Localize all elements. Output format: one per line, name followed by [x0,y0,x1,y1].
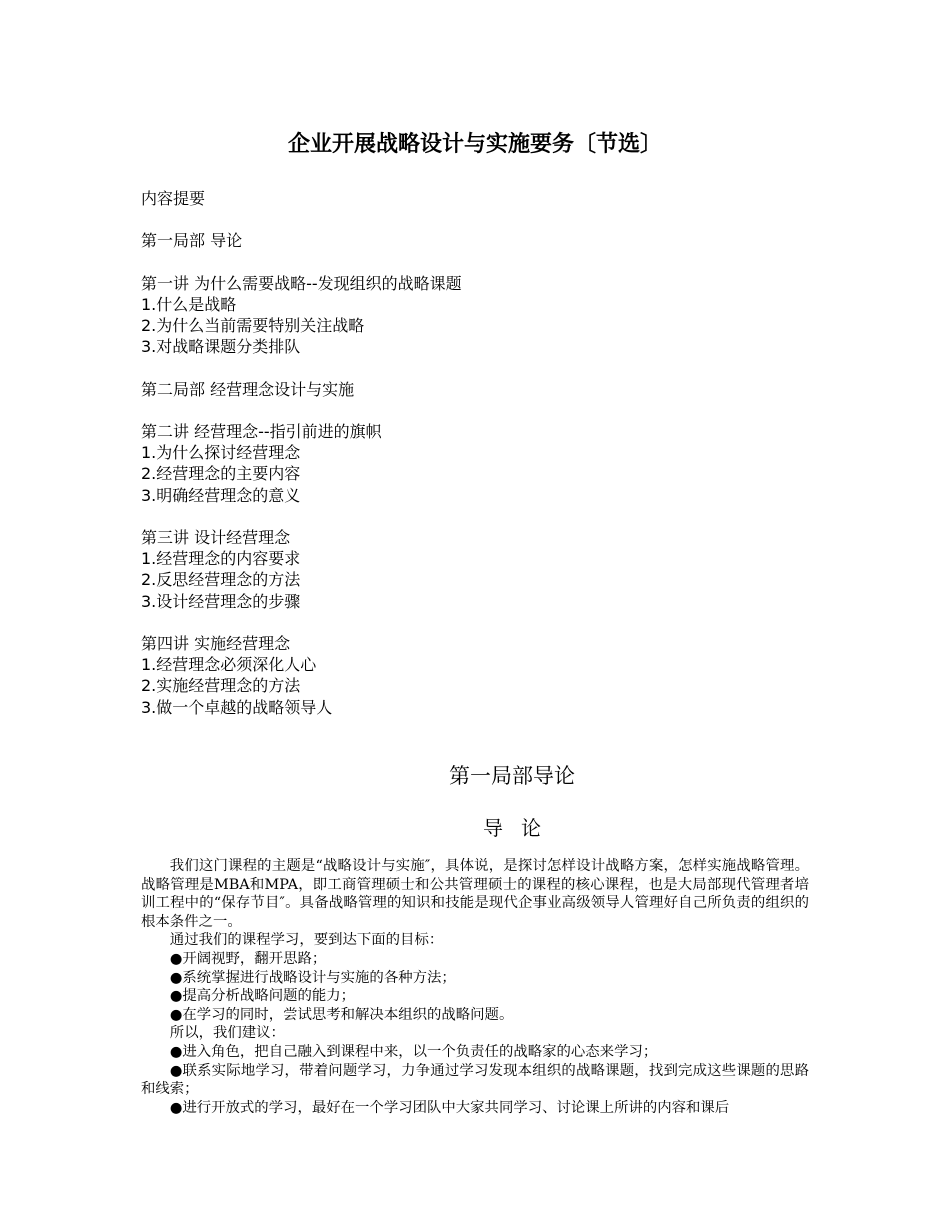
toc-lecture-4-item: 2.实施经营理念的方法 [141,676,301,696]
toc-lecture-1-item: 3.对战略课题分类排队 [141,337,301,357]
toc-lecture-4-item: 1.经营理念必须深化人心 [141,655,317,675]
toc-part-1: 第一局部 导论 [141,231,243,251]
toc-lecture-4-item: 3.做一个卓越的战略领导人 [141,697,333,717]
toc-lecture-3-item: 1.经营理念的内容要求 [141,549,301,569]
bullet-item: ●提高分析战略问题的能力； [169,988,356,1005]
part-title: 第一局部导论 [449,764,575,788]
document-title: 企业开展战略设计与实施要务〔节选〕 [287,132,662,157]
body-text [141,857,809,1117]
toc-lecture-4-title: 第四讲 实施经营理念 [141,633,291,653]
toc-lecture-2-item: 1.为什么探讨经营理念 [141,443,301,463]
bullet-item: ●系统掌握进行战略设计与实施的各种方法； [169,969,456,986]
bullet-item: ●开阔视野，翻开思路； [169,950,327,967]
toc-lecture-1-title: 第一讲 为什么需要战略--发现组织的战略课题 [141,273,462,293]
toc-part-2: 第二局部 经营理念设计与实施 [141,379,355,399]
toc-heading: 内容提要 [141,189,206,208]
toc-lecture-2-item: 2.经营理念的主要内容 [141,464,301,484]
toc-lecture-3-item: 2.反思经营理念的方法 [141,570,301,590]
table-of-contents [141,188,841,718]
paragraph: 通过我们的课程学习，要到达下面的目标： [169,932,444,949]
paragraph: 我们这门课程的主题是“战略设计与实施″，具体说，是探讨怎样设计战略方案，怎样实施战略管理。战略管理是MBA和MPA，即工商管理硕士和公共管理硕士的课程的核心课程，也是大局部现代管理者培训工程中的“保存节目″。具备战略管理的知识和技能是现代企事业高级领导人管理好自己所负责的组织的根本条件之一。 [141,858,809,930]
toc-lecture-1-item: 2.为什么当前需要特别关注战略 [141,316,365,336]
bullet-item: ●联系实际地学习，带着问题学习，力争通过学习发现本组织的战略课题，找到完成这些课题的思路和线索； [141,1062,809,1098]
toc-lecture-2-item: 3.明确经营理念的意义 [141,485,301,505]
bullet-item: ●在学习的同时，尝试思考和解决本组织的战略问题。 [169,1006,514,1023]
toc-lecture-2-title: 第二讲 经营理念--指引前进的旗帜 [141,422,382,442]
toc-lecture-1-item: 1.什么是战略 [141,294,237,314]
toc-lecture-3-title: 第三讲 设计经营理念 [141,528,291,547]
toc-lecture-3-item: 3.设计经营理念的步骤 [141,591,301,611]
section-title: 导论 [483,816,559,840]
bullet-item: ●进入角色，把自己融入到课程中来，以一个负责任的战略家的心态来学习； [169,1043,658,1060]
bullet-item: ●进行开放式的学习，最好在一个学习团队中大家共同学习、讨论课上所讲的内容和课后 [169,1099,730,1116]
paragraph: 所以，我们建议： [169,1025,285,1042]
